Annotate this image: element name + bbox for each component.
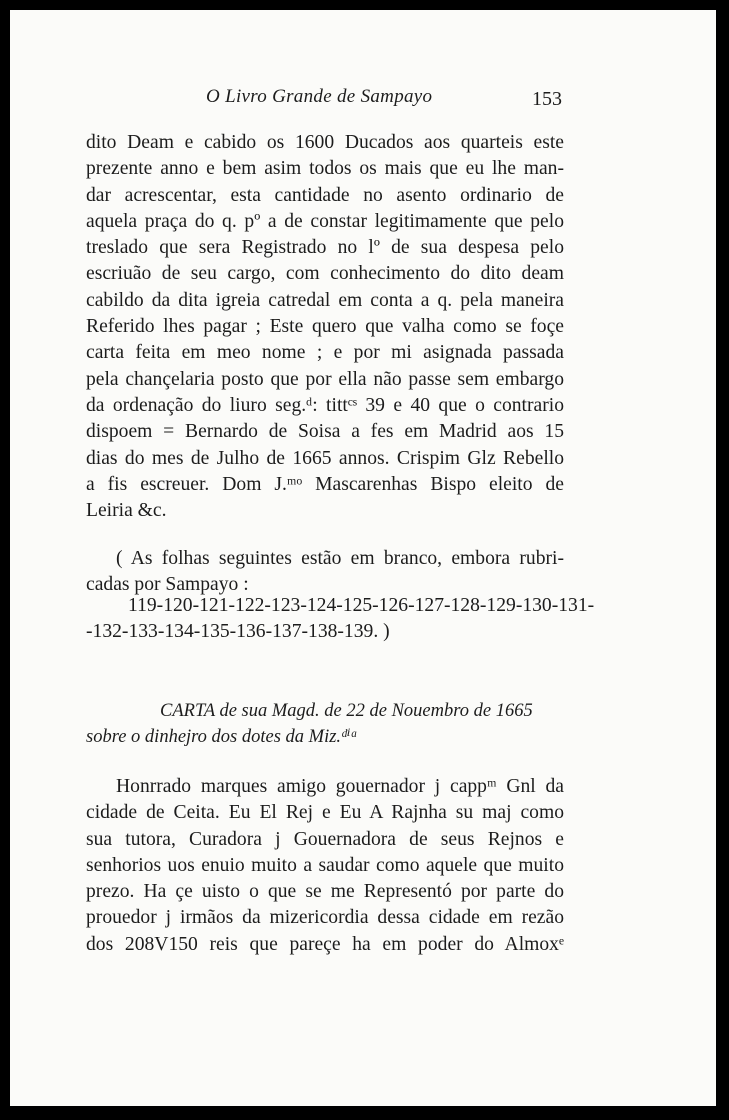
paragraph-letter-text [86, 774, 564, 958]
book-page [10, 10, 716, 1106]
text-line: prezente anno e bem asim todos os mais que eu lhe man- [86, 158, 564, 180]
text-line: Leiria &c. [86, 500, 167, 522]
text-line: pela chançelaria posto que por ella não passe sem embargo [86, 368, 564, 390]
text-line: prezo. Ha çe uisto o que se me Representó por parte do [86, 881, 564, 903]
text-line: dos 208V150 reis que pareçe ha em poder do Almoxᵉ [86, 933, 564, 955]
paragraph-decree-text [86, 130, 564, 524]
running-title: O Livro Grande de Sampayo [206, 86, 433, 107]
heading-line: sobre o dinhejro dos dotes da Miz.ᵈⁱᵃ [86, 727, 358, 747]
paragraph-editor-note [86, 546, 564, 599]
text-line: Referido lhes pagar ; Este quero que valha como se foçe [86, 316, 564, 338]
heading-line: CARTA de sua Magd. de 22 de Nouembro de 1665 [160, 701, 533, 721]
text-line: da ordenação do liuro seg.ᵈ: tittᶜˢ 39 e 40 que o contrario [86, 394, 564, 416]
text-line: sua tutora, Curadora j Gouernadora de seus Rejnos e [86, 828, 564, 850]
text-line: dito Deam e cabido os 1600 Ducados aos quarteis este [86, 132, 564, 153]
text-line: escriuão de seu cargo, com conhecimento do dito deam [86, 263, 564, 285]
text-line: senhorios uos enuio muito a saudar como aquele que muito [86, 854, 564, 876]
text-line: ( As folhas seguintes estão em branco, embora rubri- [116, 548, 564, 569]
text-line: dar acrescentar, esta cantidade no asento ordinario de [86, 184, 564, 206]
letter-heading [86, 698, 564, 750]
text-line: cadas por Sampayo : [86, 574, 249, 596]
text-line: cabildo da dita igreia catredal em conta a q. pela maneira [86, 289, 564, 311]
text-line: carta feita em meo nome ; e por mi asignada passada [86, 342, 564, 364]
text-line: dias do mes de Julho de 1665 annos. Crispim Glz Rebello [86, 447, 564, 469]
page-header [10, 84, 716, 114]
text-line: prouedor j irmãos da mizericordia dessa cidade em rezão [86, 907, 564, 929]
page-number: 153 [532, 88, 562, 110]
text-line: -132-133-134-135-136-137-138-139. ) [86, 621, 390, 643]
text-line: dispoem = Bernardo de Soisa a fes em Madrid aos 15 [86, 421, 564, 443]
text-line: Honrrado marques amigo gouernador j cappᵐ Gnl da [116, 776, 564, 797]
text-line: aquela praça do q. pº a de constar legitimamente que pelo [86, 210, 564, 232]
text-line: cidade de Ceita. Eu El Rej e Eu A Rajnha su maj como [86, 802, 564, 824]
paragraph-folio-list [86, 593, 595, 646]
text-line: 119-120-121-122-123-124-125-126-127-128-129-130-131- [128, 595, 595, 616]
text-line: a fis escreuer. Dom J.ᵐᵒ Mascarenhas Bispo eleito de [86, 473, 564, 495]
text-line: treslado que sera Registrado no lº de sua despesa pelo [86, 237, 564, 259]
